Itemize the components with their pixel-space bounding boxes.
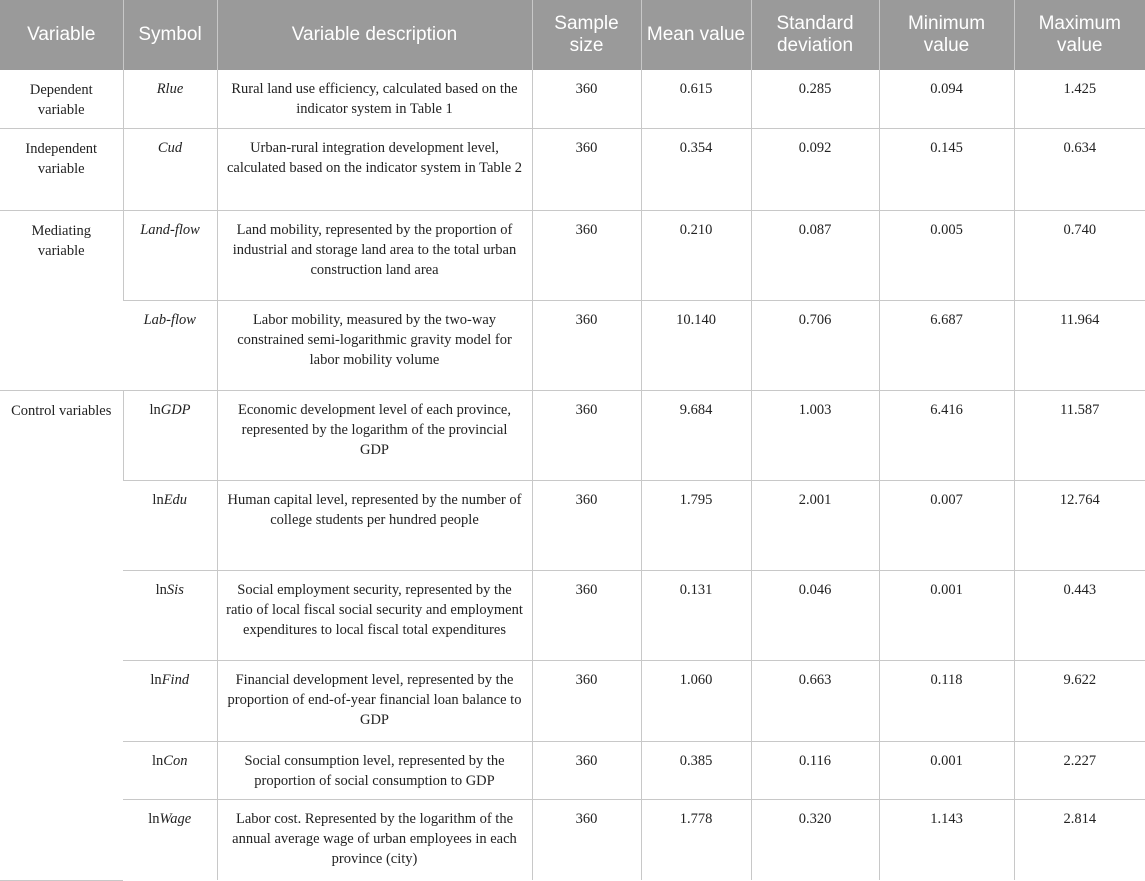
table-row (0, 742, 1145, 800)
symbol-name: Sis (166, 582, 184, 598)
table-row (0, 661, 1145, 742)
description-cell: Urban-rural integration development level, calculated based on the indicator system in Table 2 (217, 129, 532, 211)
symbol-name: Lab-flow (143, 312, 196, 328)
mean-cell: 0.131 (641, 571, 751, 661)
sd-cell: 0.116 (751, 742, 879, 800)
max-cell: 2.227 (1014, 742, 1145, 800)
group-independent: Independent variable (0, 129, 123, 211)
description-cell: Labor mobility, measured by the two-way constrained semi-logarithmic gravity model for labor mobility volume (217, 301, 532, 391)
mean-cell: 1.795 (641, 481, 751, 571)
symbol-name: GDP (160, 402, 191, 418)
sample-size-cell: 360 (532, 742, 641, 800)
max-cell: 12.764 (1014, 481, 1145, 571)
symbol-cell (123, 481, 217, 571)
mean-cell: 0.354 (641, 129, 751, 211)
symbol-prefix: ln (150, 672, 162, 688)
sample-size-cell: 360 (532, 391, 641, 481)
symbol-name: Con (163, 753, 188, 769)
sd-cell: 0.046 (751, 571, 879, 661)
sd-cell: 0.087 (751, 211, 879, 301)
symbol-cell (123, 661, 217, 742)
min-cell: 6.687 (879, 301, 1014, 391)
header-sample-size: Sample size (532, 0, 641, 70)
sd-cell: 1.003 (751, 391, 879, 481)
min-cell: 0.118 (879, 661, 1014, 742)
max-cell: 9.622 (1014, 661, 1145, 742)
table-row (0, 481, 1145, 571)
max-cell: 1.425 (1014, 70, 1145, 129)
max-cell: 0.634 (1014, 129, 1145, 211)
group-dependent: Dependent variable (0, 70, 123, 129)
description-cell: Social consumption level, represented by the proportion of social consumption to GDP (217, 742, 532, 800)
sd-cell: 0.320 (751, 800, 879, 881)
min-cell: 0.094 (879, 70, 1014, 129)
symbol-cell (123, 301, 217, 391)
min-cell: 0.007 (879, 481, 1014, 571)
mean-cell: 10.140 (641, 301, 751, 391)
group-control: Control variables (0, 391, 123, 881)
header-max: Maximum value (1014, 0, 1145, 70)
symbol-cell (123, 70, 217, 129)
symbol-name: Cud (157, 140, 183, 156)
min-cell: 0.001 (879, 742, 1014, 800)
symbol-prefix: ln (152, 492, 164, 508)
description-cell: Financial development level, represented by the proportion of end-of-year financial loan balance to GDP (217, 661, 532, 742)
description-cell: Human capital level, represented by the number of college students per hundred people (217, 481, 532, 571)
symbol-prefix: ln (155, 582, 167, 598)
sample-size-cell: 360 (532, 571, 641, 661)
description-cell: Rural land use efficiency, calculated based on the indicator system in Table 1 (217, 70, 532, 129)
mean-cell: 1.060 (641, 661, 751, 742)
sd-cell: 2.001 (751, 481, 879, 571)
symbol-cell (123, 391, 217, 481)
header-symbol: Symbol (123, 0, 217, 70)
sample-size-cell: 360 (532, 800, 641, 881)
mean-cell: 0.385 (641, 742, 751, 800)
sample-size-cell: 360 (532, 129, 641, 211)
header-sd: Standard deviation (751, 0, 879, 70)
symbol-cell (123, 800, 217, 881)
sd-cell: 0.285 (751, 70, 879, 129)
sd-cell: 0.706 (751, 301, 879, 391)
max-cell: 11.587 (1014, 391, 1145, 481)
symbol-prefix: ln (149, 402, 161, 418)
table-row (0, 800, 1145, 881)
table-row (0, 129, 1145, 211)
symbol-name: Edu (163, 492, 188, 508)
symbol-cell (123, 129, 217, 211)
table-row (0, 571, 1145, 661)
header-mean: Mean value (641, 0, 751, 70)
max-cell: 2.814 (1014, 800, 1145, 881)
mean-cell: 9.684 (641, 391, 751, 481)
min-cell: 6.416 (879, 391, 1014, 481)
table-header (0, 0, 1145, 70)
description-cell: Economic development level of each province, represented by the logarithm of the provincial GDP (217, 391, 532, 481)
description-cell: Labor cost. Represented by the logarithm of the annual average wage of urban employees in each province (city) (217, 800, 532, 881)
table-row (0, 301, 1145, 391)
symbol-cell (123, 742, 217, 800)
table-row (0, 211, 1145, 301)
sample-size-cell: 360 (532, 301, 641, 391)
description-cell: Social employment security, represented by the ratio of local fiscal social security and employment expenditures to local fiscal total expenditures (217, 571, 532, 661)
mean-cell: 1.778 (641, 800, 751, 881)
symbol-cell (123, 571, 217, 661)
symbol-name: Rlue (156, 81, 184, 97)
max-cell: 0.443 (1014, 571, 1145, 661)
mean-cell: 0.615 (641, 70, 751, 129)
sd-cell: 0.663 (751, 661, 879, 742)
table-body (0, 70, 1145, 880)
header-description: Variable description (217, 0, 532, 70)
symbol-prefix: ln (152, 753, 164, 769)
group-mediating: Mediating variable (0, 211, 123, 391)
max-cell: 0.740 (1014, 211, 1145, 301)
min-cell: 1.143 (879, 800, 1014, 881)
mean-cell: 0.210 (641, 211, 751, 301)
sample-size-cell: 360 (532, 481, 641, 571)
symbol-prefix: ln (148, 811, 160, 827)
symbol-name: Wage (159, 811, 192, 827)
max-cell: 11.964 (1014, 301, 1145, 391)
min-cell: 0.145 (879, 129, 1014, 211)
min-cell: 0.005 (879, 211, 1014, 301)
symbol-name: Find (161, 672, 190, 688)
header-variable: Variable (0, 0, 123, 70)
sd-cell: 0.092 (751, 129, 879, 211)
header-row (0, 0, 1145, 70)
table-row (0, 70, 1145, 129)
sample-size-cell: 360 (532, 70, 641, 129)
min-cell: 0.001 (879, 571, 1014, 661)
table-row (0, 391, 1145, 481)
symbol-name: Land-flow (140, 222, 200, 238)
header-min: Minimum value (879, 0, 1014, 70)
sample-size-cell: 360 (532, 211, 641, 301)
sample-size-cell: 360 (532, 661, 641, 742)
description-cell: Land mobility, represented by the proportion of industrial and storage land area to the total urban construction land area (217, 211, 532, 301)
symbol-cell (123, 211, 217, 301)
